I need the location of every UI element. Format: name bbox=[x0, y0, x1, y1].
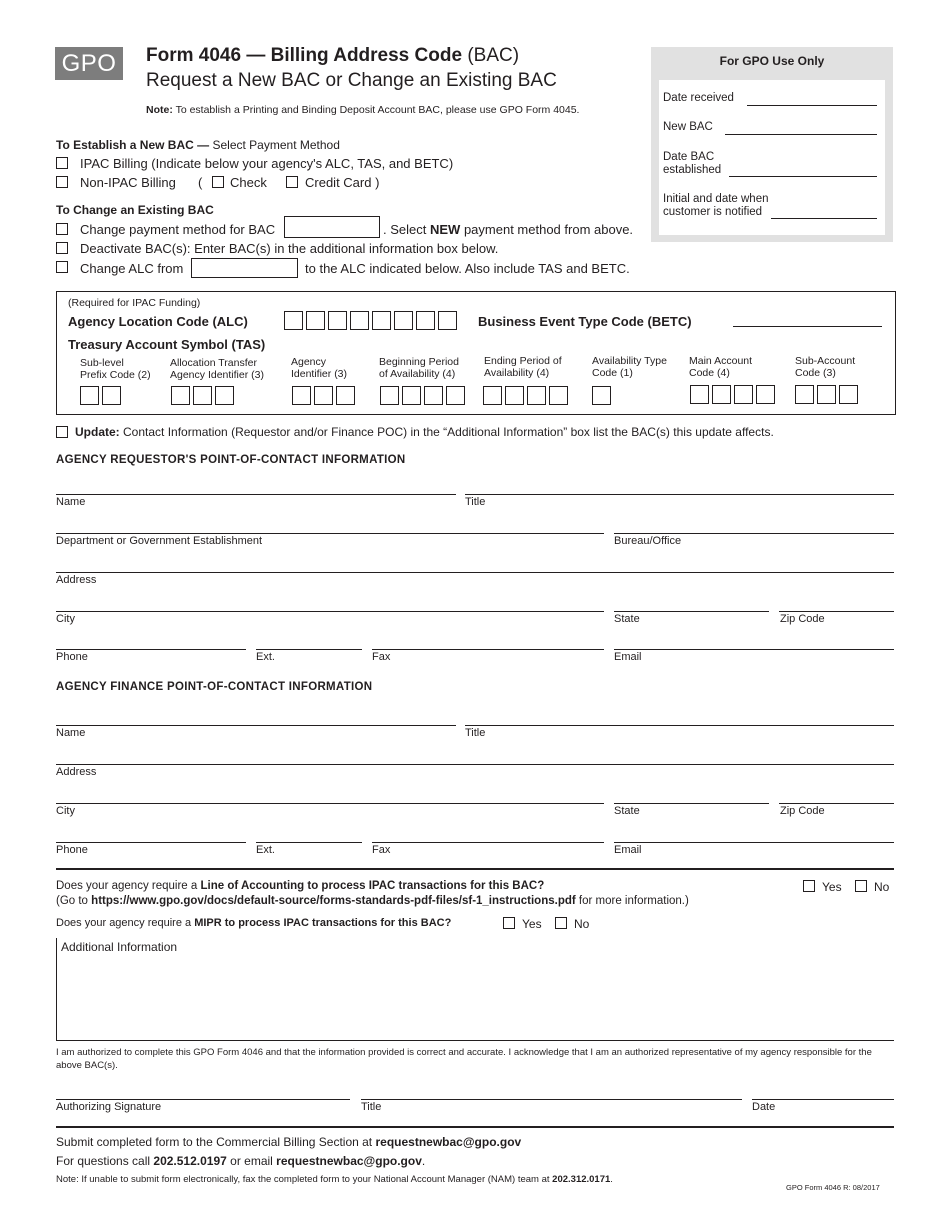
tas-digit-box[interactable] bbox=[380, 386, 399, 405]
form-abbrev: (BAC) bbox=[467, 45, 520, 66]
footer-divider bbox=[56, 1126, 894, 1128]
tas-digit-box[interactable] bbox=[193, 386, 212, 405]
finance-zip-label: Zip Code bbox=[780, 805, 825, 817]
mipr-no-checkbox[interactable] bbox=[555, 917, 567, 929]
tas-digit-box[interactable] bbox=[424, 386, 443, 405]
requestor-fax-field[interactable] bbox=[372, 649, 604, 650]
gpo-use-inner bbox=[659, 80, 885, 235]
finance-title-label: Title bbox=[465, 727, 486, 739]
form-number: Form 4046 — Billing Address Code bbox=[146, 45, 463, 66]
page-title bbox=[146, 45, 519, 67]
finance-zip-field[interactable] bbox=[779, 803, 894, 804]
page-subtitle: Request a New BAC or Change an Existing BAC bbox=[146, 70, 557, 91]
header-note bbox=[146, 104, 579, 116]
finance-name-label: Name bbox=[56, 727, 86, 739]
paren-open: ( bbox=[198, 175, 203, 190]
requestor-email-field[interactable] bbox=[614, 649, 894, 650]
requestor-bureau-field[interactable] bbox=[614, 533, 894, 534]
finance-address-field[interactable] bbox=[56, 764, 894, 765]
requestor-fax-label: Fax bbox=[372, 651, 391, 663]
requestor-zip-field[interactable] bbox=[779, 611, 894, 612]
initial-label: Initial and date when customer is notified bbox=[663, 193, 769, 218]
tas-digit-box[interactable] bbox=[734, 385, 753, 404]
tas-digit-box[interactable] bbox=[817, 385, 836, 404]
betc-field[interactable] bbox=[733, 326, 882, 327]
note-text: To establish a Printing and Binding Deposit Account BAC, please use GPO Form 4045. bbox=[175, 104, 580, 116]
mipr-question: Does your agency require a MIPR to process IPAC transactions for this BAC? bbox=[56, 917, 452, 929]
gpo-use-title: For GPO Use Only bbox=[719, 54, 825, 68]
non-ipac-checkbox[interactable] bbox=[56, 176, 68, 188]
tas-digit-box[interactable] bbox=[314, 386, 333, 405]
tas-sub-account-label: Sub-Account Code (3) bbox=[795, 355, 856, 379]
finance-city-label: City bbox=[56, 805, 75, 817]
tas-main-account-label: Main Account Code (4) bbox=[689, 355, 753, 379]
additional-info-textarea[interactable] bbox=[56, 938, 894, 1041]
ipac-billing-checkbox[interactable] bbox=[56, 157, 68, 169]
mipr-yes-checkbox[interactable] bbox=[503, 917, 515, 929]
finance-state-label: State bbox=[614, 805, 640, 817]
tas-digit-box[interactable] bbox=[215, 386, 234, 405]
alc-digit-box[interactable] bbox=[328, 311, 347, 330]
requestor-city-label: City bbox=[56, 613, 75, 625]
requestor-title-field[interactable] bbox=[465, 494, 894, 495]
change-alc-checkbox[interactable] bbox=[56, 261, 68, 273]
change-payment-label: Change payment method for BAC bbox=[80, 222, 276, 237]
requestor-phone-label: Phone bbox=[56, 651, 88, 663]
tas-digit-box[interactable] bbox=[446, 386, 465, 405]
date-bac-label: Date BAC established bbox=[663, 151, 722, 176]
date-received-field[interactable] bbox=[747, 105, 877, 106]
tas-digit-box[interactable] bbox=[795, 385, 814, 404]
signature-field[interactable] bbox=[56, 1099, 350, 1100]
required-ipac-label: (Required for IPAC Funding) bbox=[68, 297, 201, 309]
change-alc-label: Change ALC from bbox=[80, 261, 184, 276]
finance-address-label: Address bbox=[56, 766, 97, 778]
change-bac-heading: To Change an Existing BAC bbox=[56, 203, 214, 217]
finance-phone-label: Phone bbox=[56, 844, 88, 856]
deactivate-checkbox[interactable] bbox=[56, 242, 68, 254]
finance-ext-field[interactable] bbox=[256, 842, 362, 843]
requestor-bureau-label: Bureau/Office bbox=[614, 535, 682, 547]
tas-digit-box[interactable] bbox=[102, 386, 121, 405]
questions-contact: For questions call 202.512.0197 or email requestnewbac@gpo.gov. bbox=[56, 1154, 426, 1168]
requestor-address-field[interactable] bbox=[56, 572, 894, 573]
new-bac-label: New BAC bbox=[663, 121, 713, 133]
credit-card-checkbox[interactable] bbox=[286, 176, 298, 188]
check-checkbox[interactable] bbox=[212, 176, 224, 188]
loa-no-checkbox[interactable] bbox=[855, 880, 867, 892]
note-label: Note: bbox=[146, 104, 173, 116]
submit-instructions: Submit completed form to the Commercial Billing Section at requestnewbac@gpo.gov bbox=[56, 1135, 522, 1149]
questions-phone: 202.512.0197 bbox=[153, 1154, 227, 1168]
requestor-title-label: Title bbox=[465, 496, 486, 508]
finance-heading: AGENCY FINANCE POINT-OF-CONTACT INFORMATION bbox=[56, 681, 373, 693]
signature-date-label: Date bbox=[752, 1101, 776, 1113]
finance-fax-label: Fax bbox=[372, 844, 391, 856]
tas-digit-box[interactable] bbox=[527, 386, 546, 405]
tas-digit-box[interactable] bbox=[80, 386, 99, 405]
requestor-ext-field[interactable] bbox=[256, 649, 362, 650]
section-divider bbox=[56, 868, 894, 870]
signature-date-field[interactable] bbox=[752, 1099, 894, 1100]
requestor-email-label: Email bbox=[614, 651, 642, 663]
signer-title-label: Title bbox=[361, 1101, 382, 1113]
additional-info-label: Additional Information bbox=[61, 940, 178, 954]
loa-no-label: No bbox=[874, 880, 890, 894]
finance-city-field[interactable] bbox=[56, 803, 604, 804]
requestor-department-field[interactable] bbox=[56, 533, 604, 534]
alc-digit-box[interactable] bbox=[438, 311, 457, 330]
finance-name-field[interactable] bbox=[56, 725, 456, 726]
tas-digit-box[interactable] bbox=[839, 385, 858, 404]
select-new-text: . Select NEW payment method from above. bbox=[383, 222, 634, 237]
deactivate-label: Deactivate BAC(s): Enter BAC(s) in the additional information box below. bbox=[80, 241, 499, 256]
requestor-zip-label: Zip Code bbox=[780, 613, 825, 625]
requestor-department-label: Department or Government Establishment bbox=[56, 535, 263, 547]
requestor-city-field[interactable] bbox=[56, 611, 604, 612]
alc-digit-boxes bbox=[284, 311, 458, 330]
new-bac-field[interactable] bbox=[725, 134, 877, 135]
update-label: Update: Contact Information (Requestor and/or Finance POC) in the “Additional Information” box list the BAC(s) this update affects. bbox=[75, 425, 774, 439]
requestor-state-label: State bbox=[614, 613, 640, 625]
requestor-name-field[interactable] bbox=[56, 494, 456, 495]
mipr-yes-label: Yes bbox=[522, 917, 542, 931]
alc-label: Agency Location Code (ALC) bbox=[68, 314, 248, 329]
signer-title-field[interactable] bbox=[361, 1099, 742, 1100]
gpo-use-only-panel bbox=[651, 47, 893, 242]
finance-state-field[interactable] bbox=[614, 803, 769, 804]
alc-digit-box[interactable] bbox=[394, 311, 413, 330]
form-revision: GPO Form 4046 R: 08/2017 bbox=[786, 1183, 880, 1192]
loa-yes-checkbox[interactable] bbox=[803, 880, 815, 892]
tas-digit-box[interactable] bbox=[292, 386, 311, 405]
submit-email-link[interactable]: requestnewbac@gpo.gov bbox=[375, 1135, 522, 1149]
tas-digit-box[interactable] bbox=[690, 385, 709, 404]
check-label: Check bbox=[230, 175, 267, 190]
instructions-link[interactable]: https://www.gpo.gov/docs/default-source/forms-standards-pdf-files/sf-1_instructions.pdf bbox=[91, 895, 576, 907]
tas-ending-label: Ending Period of Availability (4) bbox=[484, 355, 562, 379]
finance-email-field[interactable] bbox=[614, 842, 894, 843]
finance-email-label: Email bbox=[614, 844, 642, 856]
requestor-ext-label: Ext. bbox=[256, 651, 275, 663]
tas-digit-box[interactable] bbox=[171, 386, 190, 405]
mipr-no-label: No bbox=[574, 917, 590, 931]
loa-question: Does your agency require a Line of Accounting to process IPAC transactions for this BAC? bbox=[56, 880, 545, 892]
change-alc-to-label: to the ALC indicated below. Also include TAS and BETC. bbox=[305, 261, 630, 276]
finance-phone-field[interactable] bbox=[56, 842, 246, 843]
credit-card-label: Credit Card ) bbox=[305, 175, 380, 190]
tas-digit-box[interactable] bbox=[712, 385, 731, 404]
tas-availability-label: Availability Type Code (1) bbox=[592, 355, 667, 379]
date-bac-field[interactable] bbox=[729, 176, 877, 177]
fax-note: Note: If unable to submit form electronically, fax the completed form to your National Account Manager (NAM) team at 202.312.0171. bbox=[56, 1174, 613, 1185]
alc-digit-box[interactable] bbox=[284, 311, 303, 330]
gpo-logo: GPO bbox=[55, 47, 123, 80]
tas-allocation-label: Allocation Transfer Agency Identifier (3) bbox=[170, 357, 264, 381]
tas-digit-box[interactable] bbox=[592, 386, 611, 405]
fax-number: 202.312.0171 bbox=[552, 1174, 611, 1185]
requestor-heading: AGENCY REQUESTOR'S POINT-OF-CONTACT INFORMATION bbox=[56, 454, 406, 466]
tas-digit-box[interactable] bbox=[402, 386, 421, 405]
finance-fax-field[interactable] bbox=[372, 842, 604, 843]
betc-label: Business Event Type Code (BETC) bbox=[478, 314, 692, 329]
date-received-label: Date received bbox=[663, 92, 734, 104]
requestor-state-field[interactable] bbox=[614, 611, 769, 612]
alc-digit-box[interactable] bbox=[350, 311, 369, 330]
certification-text: I am authorized to complete this GPO Form 4046 and that the information provided is correct and accurate. I acknowledge that I am an authorized representative of my agency responsible for the above BAC(s). bbox=[56, 1047, 872, 1071]
tas-digit-box[interactable] bbox=[549, 386, 568, 405]
tas-sublevel-label: Sub-level Prefix Code (2) bbox=[80, 357, 151, 381]
tas-digit-box[interactable] bbox=[483, 386, 502, 405]
signature-label: Authorizing Signature bbox=[56, 1101, 162, 1113]
loa-yes-label: Yes bbox=[822, 880, 842, 894]
non-ipac-label: Non-IPAC Billing bbox=[80, 175, 176, 190]
requestor-phone-field[interactable] bbox=[56, 649, 246, 650]
tas-digit-box[interactable] bbox=[336, 386, 355, 405]
change-payment-checkbox[interactable] bbox=[56, 223, 68, 235]
alc-digit-box[interactable] bbox=[372, 311, 391, 330]
requestor-address-label: Address bbox=[56, 574, 97, 586]
ipac-billing-label: IPAC Billing (Indicate below your agency's ALC, TAS, and BETC) bbox=[80, 156, 454, 171]
finance-ext-label: Ext. bbox=[256, 844, 275, 856]
change-alc-from-input[interactable] bbox=[191, 258, 298, 278]
change-payment-bac-input[interactable] bbox=[284, 216, 380, 238]
new-bac-heading: To Establish a New BAC — Select Payment Method bbox=[56, 138, 340, 152]
tas-label: Treasury Account Symbol (TAS) bbox=[68, 337, 266, 352]
alc-digit-box[interactable] bbox=[306, 311, 325, 330]
update-checkbox[interactable] bbox=[56, 426, 68, 438]
tas-digit-box[interactable] bbox=[756, 385, 775, 404]
initial-field[interactable] bbox=[771, 218, 877, 219]
requestor-name-label: Name bbox=[56, 496, 86, 508]
questions-email-link[interactable]: requestnewbac@gpo.gov bbox=[276, 1154, 422, 1168]
tas-beginning-label: Beginning Period of Availability (4) bbox=[379, 356, 459, 380]
alc-digit-box[interactable] bbox=[416, 311, 435, 330]
loa-goto-text: (Go to https://www.gpo.gov/docs/default-source/forms-standards-pdf-files/sf-1_instructions.pdf for more information.) bbox=[56, 895, 689, 907]
tas-agency-label: Agency Identifier (3) bbox=[291, 356, 348, 380]
tas-digit-box[interactable] bbox=[505, 386, 524, 405]
finance-title-field[interactable] bbox=[465, 725, 894, 726]
